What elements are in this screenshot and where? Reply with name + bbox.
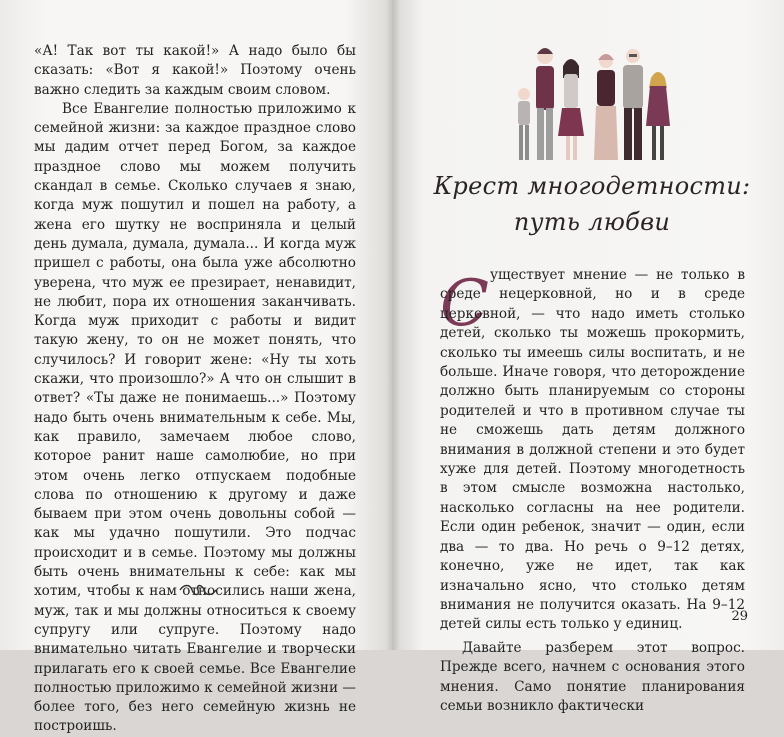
family-illustration-icon (496, 8, 692, 166)
right-page-text (440, 266, 745, 716)
left-page-text (34, 42, 356, 737)
left-paragraph: Все Евангелие полностью приложимо к семейной жизни: за каждое праздное слово мы дадим отчет перед Богом, за каждое праздное слово мы можем получить скандал в семье. Сколько случаев я знаю, когда муж пошутил и пошел на работу, а жена его шутку не восприняла и целый день думала, думала, думала... И когда муж пришел с работы, она была уже абсолютно уверена, что муж ее презирает, ненавидит, не любит, пора их отношения заканчивать. Когда муж приходит с работы и видит такую жену, то он не может понять, что случилось? И говорит жене: «Ну ты хоть скажи, что произошло?» А что он слышит в ответ? «Ты даже не понимаешь...» Поэтому надо быть очень внимательным к себе. Мы, как правило, замечаем любое слово, которое ранит наше самолюбие, но при этом очень легко отпускаем подобные слова по отношению к другому и даже бываем при этом очень довольны собой — как мы удачно пошутили. Это подчас происходит и в семье. Поэтому мы должны быть очень внимательны к себе: как мы хотим, чтобы к нам относились наши жена, муж, так и мы должны относиться к своему супругу или супруге. Поэтому надо внимательно читать Евангелие и творчески прилагать его к своей семье. Все Евангелие полностью приложимо к семейной жизни — более того, без него семейную жизнь не построишь. (34, 100, 356, 735)
left-paragraph: «А! Так вот ты какой!» А надо было бы сказать: «Вот я какой!» Поэтому очень важно следить за каждым своим словом. (34, 43, 356, 98)
right-paragraph-2: Давайте разберем этот вопрос. Прежде всего, начнем с основания этого мнения. Само понятие планирования семьи возникло фактически (440, 639, 745, 714)
book-gutter (386, 0, 400, 650)
chapter-title-line-1: Крест многодетности: (433, 172, 751, 200)
flourish-ornament-icon (178, 583, 218, 597)
left-page (0, 0, 392, 735)
drop-cap: С (440, 267, 489, 341)
right-page (392, 0, 784, 714)
chapter-title-line-2: путь любви (513, 208, 671, 236)
page-number: 29 (731, 609, 748, 624)
right-paragraph-1: уществует мнение — не только в среде нецерковной, но и в среде церковной, — что надо иметь столько детей, сколько ты можешь прокормить, сколько ты имеешь силы воспитать, и не больше. Иначе говоря, что деторождение должно быть планируемым со стороны родителей и что в противном случае ты не сможешь дать детям должного внимания в должной степени и это будет хуже для детей. Поэтому многодетность в этом смысле возможна настолько, насколько согласны на нее родители. Если один ребенок, значит — один, если два — то два. Но речь о 9–12 детях, конечно, уже не идет, так как изначально ясно, что столько детям внимания не получится оказать. На 9–12 детей силы есть только у единиц. (440, 267, 745, 633)
